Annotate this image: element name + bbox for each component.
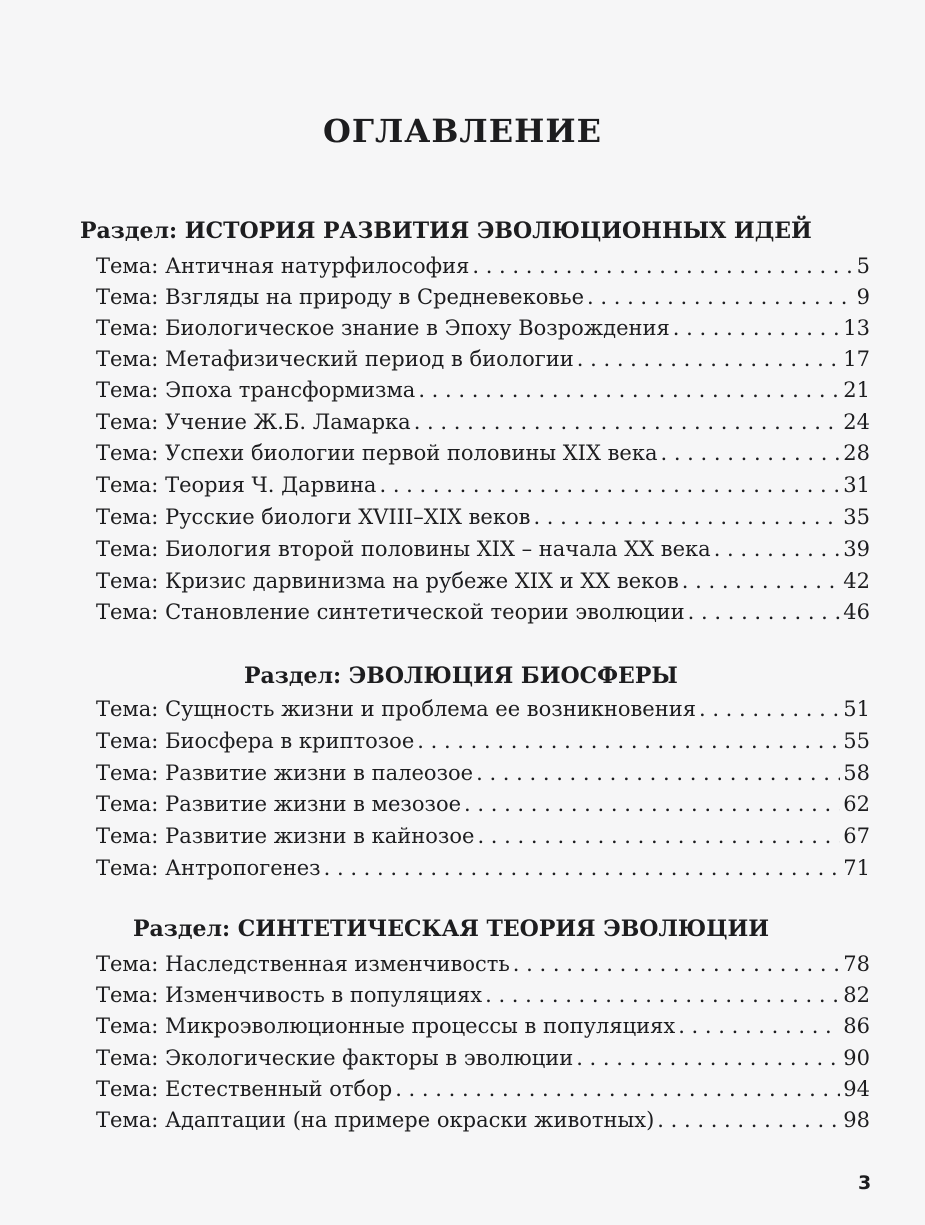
toc-entry — [96, 600, 870, 624]
entry-page: 67 — [843, 824, 870, 848]
toc-entry — [96, 473, 870, 497]
entry-prefix: Тема: — [96, 537, 159, 561]
page-number: 3 — [858, 1172, 872, 1194]
dot-leader — [576, 1046, 840, 1070]
entry-prefix: Тема: — [96, 983, 159, 1007]
entry-prefix: Тема: — [96, 316, 159, 340]
entry-title: Кризис дарвинизма на рубеже XIX и XX веков — [165, 569, 679, 593]
entry-title: Эпоха трансформизма — [165, 378, 416, 402]
dot-leader — [714, 537, 841, 561]
dot-leader — [418, 378, 840, 402]
entry-title: Развитие жизни в палеозое — [165, 761, 474, 785]
entry-page: 86 — [843, 1014, 870, 1038]
dot-leader — [533, 505, 840, 529]
toc-entry — [96, 285, 870, 309]
entry-page: 82 — [843, 983, 870, 1007]
entry-prefix: Тема: — [96, 473, 159, 497]
dot-leader — [395, 1077, 840, 1101]
dot-leader — [699, 697, 840, 721]
entry-title: Успехи биологии первой половины XIX века — [165, 441, 658, 465]
entry-prefix: Тема: — [96, 697, 159, 721]
entry-title: Наследственная изменчивость — [165, 952, 510, 976]
entry-page: 94 — [843, 1077, 870, 1101]
entry-prefix: Тема: — [96, 1108, 159, 1132]
toc-entry — [96, 537, 870, 561]
dot-leader — [660, 441, 840, 465]
entry-prefix: Тема: — [96, 1046, 159, 1070]
entry-title: Биология второй половины XIX – начала XX века — [165, 537, 711, 561]
dot-leader — [417, 729, 840, 753]
entry-page: 98 — [843, 1108, 870, 1132]
toc-entry — [96, 761, 870, 785]
dot-leader — [414, 410, 841, 434]
toc-entry — [96, 254, 870, 278]
entry-title: Адаптации (на примере окраски животных) — [165, 1108, 655, 1132]
entry-title: Развитие жизни в кайнозое — [165, 824, 475, 848]
entry-page: 35 — [843, 505, 870, 529]
dot-leader — [485, 983, 840, 1007]
toc-entry — [96, 569, 870, 593]
entry-title: Сущность жизни и проблема ее возникновения — [165, 697, 696, 721]
entry-title: Микроэволюционные процессы в популяциях — [165, 1014, 676, 1038]
dot-leader — [688, 600, 841, 624]
toc-entry — [96, 410, 870, 434]
entry-page: 51 — [843, 697, 870, 721]
section-heading: Раздел: ИСТОРИЯ РАЗВИТИЯ ЭВОЛЮЦИОННЫХ ИДЕЙ — [80, 218, 812, 244]
entry-prefix: Тема: — [96, 824, 159, 848]
entry-page: 17 — [843, 347, 870, 371]
toc-entry — [96, 856, 870, 880]
entry-title: Антропогенез — [165, 856, 321, 880]
entry-page: 90 — [843, 1046, 870, 1070]
entry-page: 24 — [843, 410, 870, 434]
entry-title: Взгляды на природу в Средневековье — [165, 285, 585, 309]
toc-entry — [96, 697, 870, 721]
entry-title: Изменчивость в популяциях — [165, 983, 483, 1007]
entry-title: Русские биологи XVIII–XIX веков — [165, 505, 531, 529]
toc-entry — [96, 347, 870, 371]
entry-prefix: Тема: — [96, 761, 159, 785]
entry-page: 5 — [856, 254, 870, 278]
dot-leader — [657, 1108, 840, 1132]
entry-prefix: Тема: — [96, 254, 159, 278]
toc-entry — [96, 1014, 870, 1038]
entry-title: Экологические факторы в эволюции — [165, 1046, 574, 1070]
entry-page: 55 — [843, 729, 870, 753]
entry-prefix: Тема: — [96, 792, 159, 816]
entry-prefix: Тема: — [96, 410, 159, 434]
entry-title: Естественный отбор — [165, 1077, 393, 1101]
dot-leader — [464, 792, 840, 816]
toc-entry — [96, 824, 870, 848]
entry-page: 39 — [843, 537, 870, 561]
entry-prefix: Тема: — [96, 856, 159, 880]
entry-page: 78 — [843, 952, 870, 976]
section-heading: Раздел: СИНТЕТИЧЕСКАЯ ТЕОРИЯ ЭВОЛЮЦИИ — [133, 916, 770, 942]
dot-leader — [476, 761, 840, 785]
entry-prefix: Тема: — [96, 1014, 159, 1038]
entry-prefix: Тема: — [96, 285, 159, 309]
dot-leader — [577, 347, 841, 371]
entry-title: Биосфера в криптозое — [165, 729, 415, 753]
toc-entry — [96, 316, 870, 340]
dot-leader — [587, 285, 854, 309]
entry-prefix: Тема: — [96, 378, 159, 402]
dot-leader — [324, 856, 841, 880]
dot-leader — [673, 316, 841, 340]
toc-entry — [96, 441, 870, 465]
entry-page: 71 — [843, 856, 870, 880]
entry-page: 42 — [843, 569, 870, 593]
toc-entry — [96, 1108, 870, 1132]
entry-page: 58 — [843, 761, 870, 785]
entry-title: Биологическое знание в Эпоху Возрождения — [165, 316, 670, 340]
entry-prefix: Тема: — [96, 600, 159, 624]
toc-entry — [96, 983, 870, 1007]
toc-entry — [96, 378, 870, 402]
entry-page: 13 — [843, 316, 870, 340]
entry-prefix: Тема: — [96, 569, 159, 593]
dot-leader — [477, 824, 840, 848]
toc-entry — [96, 505, 870, 529]
entry-title: Античная натурфилософия — [165, 254, 470, 278]
page-title: ОГЛАВЛЕНИЕ — [323, 112, 602, 150]
entry-title: Становление синтетической теории эволюции — [165, 600, 685, 624]
entry-title: Теория Ч. Дарвина — [165, 473, 377, 497]
entry-prefix: Тема: — [96, 952, 159, 976]
dot-leader — [379, 473, 840, 497]
dot-leader — [513, 952, 840, 976]
entry-page: 21 — [843, 378, 870, 402]
toc-entry — [96, 952, 870, 976]
toc-entry — [96, 1046, 870, 1070]
entry-page: 9 — [856, 285, 870, 309]
entry-title: Метафизический период в биологии — [165, 347, 574, 371]
entry-page: 31 — [843, 473, 870, 497]
dot-leader — [682, 569, 840, 593]
dot-leader — [472, 254, 853, 278]
section-heading: Раздел: ЭВОЛЮЦИЯ БИОСФЕРЫ — [244, 663, 678, 689]
entry-page: 62 — [843, 792, 870, 816]
entry-prefix: Тема: — [96, 729, 159, 753]
entry-page: 46 — [843, 600, 870, 624]
entry-title: Учение Ж.Б. Ламарка — [165, 410, 411, 434]
entry-title: Развитие жизни в мезозое — [165, 792, 462, 816]
entry-prefix: Тема: — [96, 441, 159, 465]
toc-entry — [96, 792, 870, 816]
toc-entry — [96, 729, 870, 753]
entry-prefix: Тема: — [96, 1077, 159, 1101]
entry-prefix: Тема: — [96, 347, 159, 371]
entry-page: 28 — [843, 441, 870, 465]
dot-leader — [678, 1014, 840, 1038]
entry-prefix: Тема: — [96, 505, 159, 529]
toc-entry — [96, 1077, 870, 1101]
